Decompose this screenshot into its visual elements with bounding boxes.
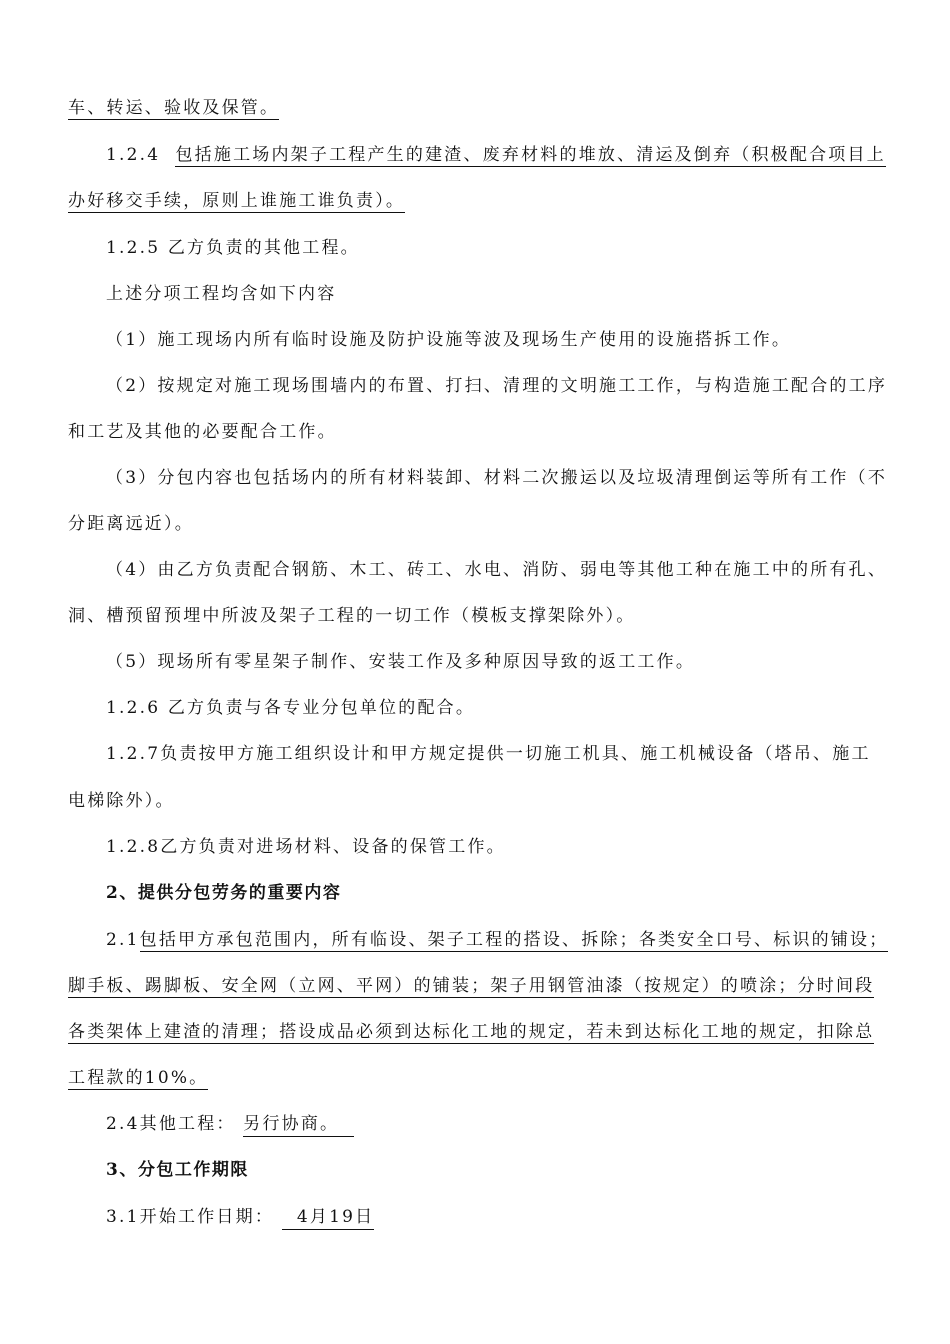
paragraph-line: （1）施工现场内所有临时设施及防护设施等波及现场生产使用的设施搭拆工作。 xyxy=(106,330,792,350)
paragraph-line: 1.2.7负责按甲方施工组织设计和甲方规定提供一切施工机具、施工机械设备（塔吊、施工 xyxy=(106,744,871,764)
paragraph-line: 分距离远近）。 xyxy=(68,514,194,534)
paragraph-line: 电梯除外）。 xyxy=(68,791,175,811)
field-label: 3.1开始工作日期： xyxy=(106,1207,275,1227)
paragraph-line xyxy=(68,189,405,213)
paragraph-line xyxy=(68,1066,208,1090)
clause-number: 1.2.4 xyxy=(106,145,161,165)
paragraph-line xyxy=(106,928,888,952)
paragraph-line: 1.2.8乙方负责对进场材料、设备的保管工作。 xyxy=(106,837,506,857)
paragraph-line: 上述分项工程均含如下内容 xyxy=(106,284,337,304)
underlined-text: 包括施工场内架子工程产生的建渣、废弃材料的堆放、清运及倒弃（积极配合项目上 xyxy=(175,145,886,165)
clause-number: 2.1 xyxy=(106,930,140,950)
paragraph-line: （4）由乙方负责配合钢筋、木工、砖工、水电、消防、弱电等其他工种在施工中的所有孔、 xyxy=(106,560,888,580)
paragraph-line xyxy=(68,1020,874,1044)
paragraph-line: 1.2.6 乙方负责与各专业分包单位的配合。 xyxy=(106,698,476,718)
underlined-text: 车、转运、验收及保管。 xyxy=(68,98,280,118)
underlined-text: 工程款的10%。 xyxy=(68,1068,209,1088)
paragraph-line xyxy=(106,1112,354,1137)
paragraph-line xyxy=(68,974,874,998)
paragraph-line: 和工艺及其他的必要配合工作。 xyxy=(68,422,337,442)
underlined-text: 脚手板、踢脚板、安全网（立网、平网）的铺装；架子用钢管油漆（按规定）的喷涂；分时间段 xyxy=(68,976,875,996)
section-heading: 3、分包工作期限 xyxy=(106,1160,249,1180)
paragraph-line: （2）按规定对施工现场围墙内的布置、打扫、清理的文明施工工作，与构造施工配合的工序 xyxy=(106,376,888,396)
paragraph-line: 洞、槽预留预埋中所波及架子工程的一切工作（模板支撑架除外）。 xyxy=(68,606,636,626)
filled-value: 另行协商。 xyxy=(243,1112,354,1137)
underlined-text: 包括甲方承包范围内，所有临设、架子工程的搭设、拆除；各类安全口号、标识的铺设； xyxy=(139,930,889,950)
field-label: 2.4其他工程： xyxy=(106,1114,236,1134)
underlined-text: 各类架体上建渣的清理；搭设成品必须到达标化工地的规定，若未到达标化工地的规定，扣除总 xyxy=(68,1022,875,1042)
paragraph-line: 1.2.5 乙方负责的其他工程。 xyxy=(106,238,360,258)
paragraph-line xyxy=(106,1205,374,1230)
paragraph-line xyxy=(68,96,279,120)
section-heading: 2、提供分包劳务的重要内容 xyxy=(106,883,342,903)
underlined-text: 办好移交手续，原则上谁施工谁负责）。 xyxy=(68,191,406,211)
paragraph-line xyxy=(106,143,886,167)
filled-value: 4月19日 xyxy=(282,1205,375,1230)
paragraph-line: （3）分包内容也包括场内的所有材料装卸、材料二次搬运以及垃圾清理倒运等所有工作（不 xyxy=(106,468,888,488)
paragraph-line: （5）现场所有零星架子制作、安装工作及多种原因导致的返工工作。 xyxy=(106,652,696,672)
